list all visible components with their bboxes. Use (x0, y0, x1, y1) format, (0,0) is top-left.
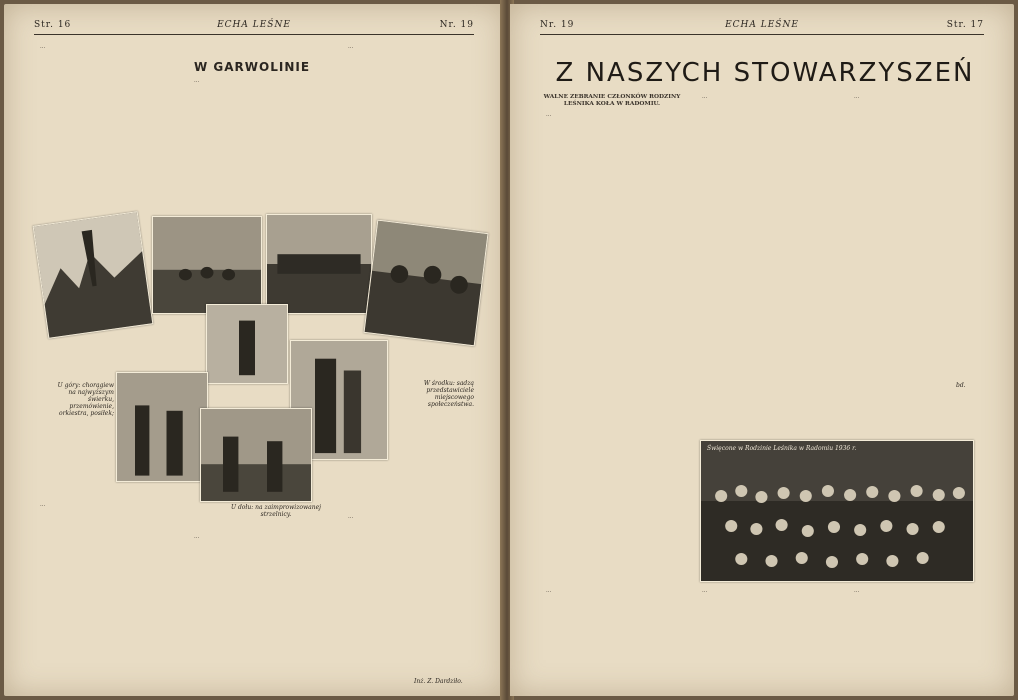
photo-speech (152, 216, 262, 314)
caption-top: U góry: chorągiew na najwyższym świerku, przemówienie, orkiestra, posiłek; (57, 382, 114, 417)
body-paragraph: … (194, 534, 200, 540)
body-paragraph: … (702, 94, 708, 100)
left-page (4, 4, 504, 696)
left-issue-number: Nr. 19 (439, 20, 474, 30)
left-running-header (34, 18, 474, 35)
photo-flag-on-spruce (33, 211, 154, 339)
article-title: W GARWOLINIE (194, 60, 311, 74)
photo-inscription: Święcone w Rodzinie Leśnika w Radomiu 1936 r. (707, 445, 857, 452)
right-page-number: Str. 17 (946, 20, 984, 30)
right-page (510, 4, 1014, 696)
body-paragraph: … (854, 588, 860, 594)
section-title: Z NASZYCH STOWARZYSZEŃ (555, 58, 975, 88)
photo-meal (363, 220, 488, 347)
right-running-header (540, 18, 984, 35)
photo-orchestra (266, 214, 372, 314)
body-paragraph: … (40, 502, 46, 508)
body-paragraph: … (348, 514, 354, 520)
photo-planting-small (206, 304, 288, 384)
photo-planting-group (116, 372, 208, 482)
body-paragraph: … (546, 588, 552, 594)
right-column-6 (848, 588, 988, 597)
right-signature: bd. (956, 382, 966, 389)
left-column-6 (342, 514, 482, 523)
left-page-number: Str. 16 (34, 20, 72, 30)
right-column-3 (848, 94, 988, 103)
right-column-4 (540, 588, 682, 597)
left-signature: Inż. Z. Dardziło. (414, 678, 463, 685)
photo-easter-gathering (700, 440, 974, 582)
report-subhead: WALNE ZEBRANIE CZŁONKÓW RODZINY LEŚNIKA KOŁA W RADOMIU. (543, 94, 681, 107)
left-column-4 (34, 502, 176, 511)
right-issue-number: Nr. 19 (540, 20, 575, 30)
left-column-5 (188, 534, 332, 543)
right-column-2 (696, 94, 836, 103)
right-column-5 (696, 588, 836, 597)
body-paragraph: … (854, 94, 860, 100)
caption-bottom: U dołu: na zaimprowizowanej strzelnicy. (231, 504, 321, 518)
left-journal-name: ECHA LEŚNE (217, 20, 291, 30)
right-column-1 (540, 112, 684, 121)
body-paragraph: … (348, 44, 354, 50)
right-journal-name: ECHA LEŚNE (725, 20, 799, 30)
left-column-1 (34, 44, 176, 53)
body-paragraph: … (40, 44, 46, 50)
left-column-2 (188, 78, 332, 87)
body-paragraph: … (702, 588, 708, 594)
left-column-3 (342, 44, 482, 53)
caption-middle: W środku: sadzą przedstawiciele miejscowego społeczeństwa. (423, 380, 474, 408)
body-paragraph: … (546, 112, 552, 118)
photo-shooting-range (200, 408, 312, 502)
body-paragraph: … (194, 78, 200, 84)
